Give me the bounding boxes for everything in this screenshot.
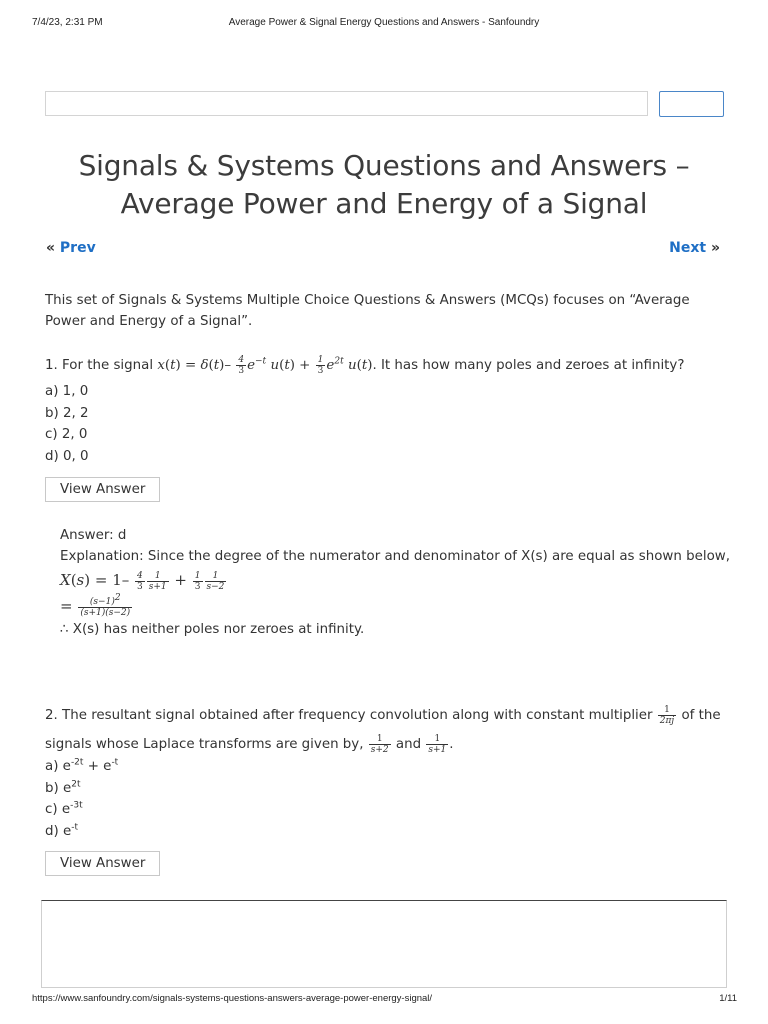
explanation-text: Explanation: Since the degree of the numerator and denominator of X(s) are equal as shown below, bbox=[60, 549, 730, 564]
answer-block-q1 bbox=[60, 525, 740, 640]
simplified-equation: = $\frac{(s-1)^2}{(s+1)(s-2)}$ bbox=[60, 592, 131, 618]
option-b: b) 2, 2 bbox=[45, 405, 89, 421]
option-a: a) 1, 0 bbox=[45, 384, 89, 399]
question-2-stem bbox=[45, 701, 735, 759]
q2-transform-2: $\frac{1}{s+1}$ bbox=[428, 733, 447, 755]
q1-prefix: 1. For the signal bbox=[45, 358, 158, 373]
search-button[interactable] bbox=[659, 91, 724, 117]
page-title-line1: Signals & Systems Questions and Answers – bbox=[78, 149, 690, 182]
question-1-options bbox=[45, 381, 89, 468]
page-title bbox=[40, 147, 728, 223]
q2-text-a: 2. The resultant signal obtained after frequency convolution along with constant multiplier bbox=[45, 708, 657, 723]
conclusion-text: ∴ X(s) has neither poles nor zeroes at infinity. bbox=[60, 622, 365, 637]
view-answer-button-q2[interactable]: View Answer bbox=[45, 851, 160, 876]
prev-arrow-icon: « bbox=[46, 240, 56, 256]
option-c: c) 2, 0 bbox=[45, 427, 88, 443]
option-c: c) $e^{-3t}$ bbox=[45, 800, 83, 818]
question-1-stem bbox=[45, 355, 735, 377]
answer-text: Answer: d bbox=[60, 528, 127, 543]
intro-text: This set of Signals & Systems Multiple Choice Questions & Answers (MCQs) focuses on “Average Power and Energy of a Signal”. bbox=[45, 293, 690, 329]
prev-link[interactable] bbox=[46, 240, 96, 256]
print-datetime: 7/4/23, 2:31 PM bbox=[32, 17, 103, 28]
next-arrow-icon: » bbox=[710, 240, 720, 256]
ad-frame bbox=[41, 900, 727, 988]
print-url: https://www.sanfoundry.com/signals-systems-questions-answers-average-power-energy-signal/ bbox=[32, 993, 433, 1004]
q2-text-e: . bbox=[449, 737, 454, 752]
q1-suffix: . It has how many poles and zeroes at infinity? bbox=[372, 358, 685, 373]
option-d: d) $e^{-t}$ bbox=[45, 822, 79, 840]
q2-text-b: of the bbox=[677, 708, 721, 723]
q1-signal-formula: x(t) = δ(t)– $\frac{4}{3}$ $e^{-t}$ u(t) + $\frac{1}{3}$ $e^{2t}$ u(t) bbox=[157, 355, 373, 376]
next-link[interactable] bbox=[669, 240, 720, 256]
option-d: d) 0, 0 bbox=[45, 449, 89, 465]
prev-label: Prev bbox=[59, 240, 96, 256]
view-answer-button-q1[interactable]: View Answer bbox=[45, 477, 160, 502]
laplace-equation: X(s) = 1– $\frac{4}{3}$ $\frac{1}{s+1}$ + $\frac{1}{3}$ $\frac{1}{s-2}$ bbox=[60, 570, 225, 592]
option-b: b) $e^{2t}$ bbox=[45, 779, 81, 796]
question-2-options bbox=[45, 756, 118, 843]
q2-text-d: and bbox=[391, 737, 426, 752]
page-number: 1/11 bbox=[719, 993, 737, 1004]
option-a: a) $e^{-2t} + e^{-t}$ bbox=[45, 757, 119, 774]
q2-text-c: signals whose Laplace transforms are given by, bbox=[45, 737, 368, 752]
q2-multiplier: $\frac{1}{2\pi j}$ bbox=[659, 704, 675, 726]
q2-transform-1: $\frac{1}{s+2}$ bbox=[370, 733, 389, 755]
search-input[interactable] bbox=[45, 91, 648, 116]
page-title-line2: Average Power and Energy of a Signal bbox=[120, 187, 648, 220]
print-page-title: Average Power & Signal Energy Questions and Answers - Sanfoundry bbox=[228, 17, 540, 28]
next-label: Next bbox=[669, 240, 707, 256]
